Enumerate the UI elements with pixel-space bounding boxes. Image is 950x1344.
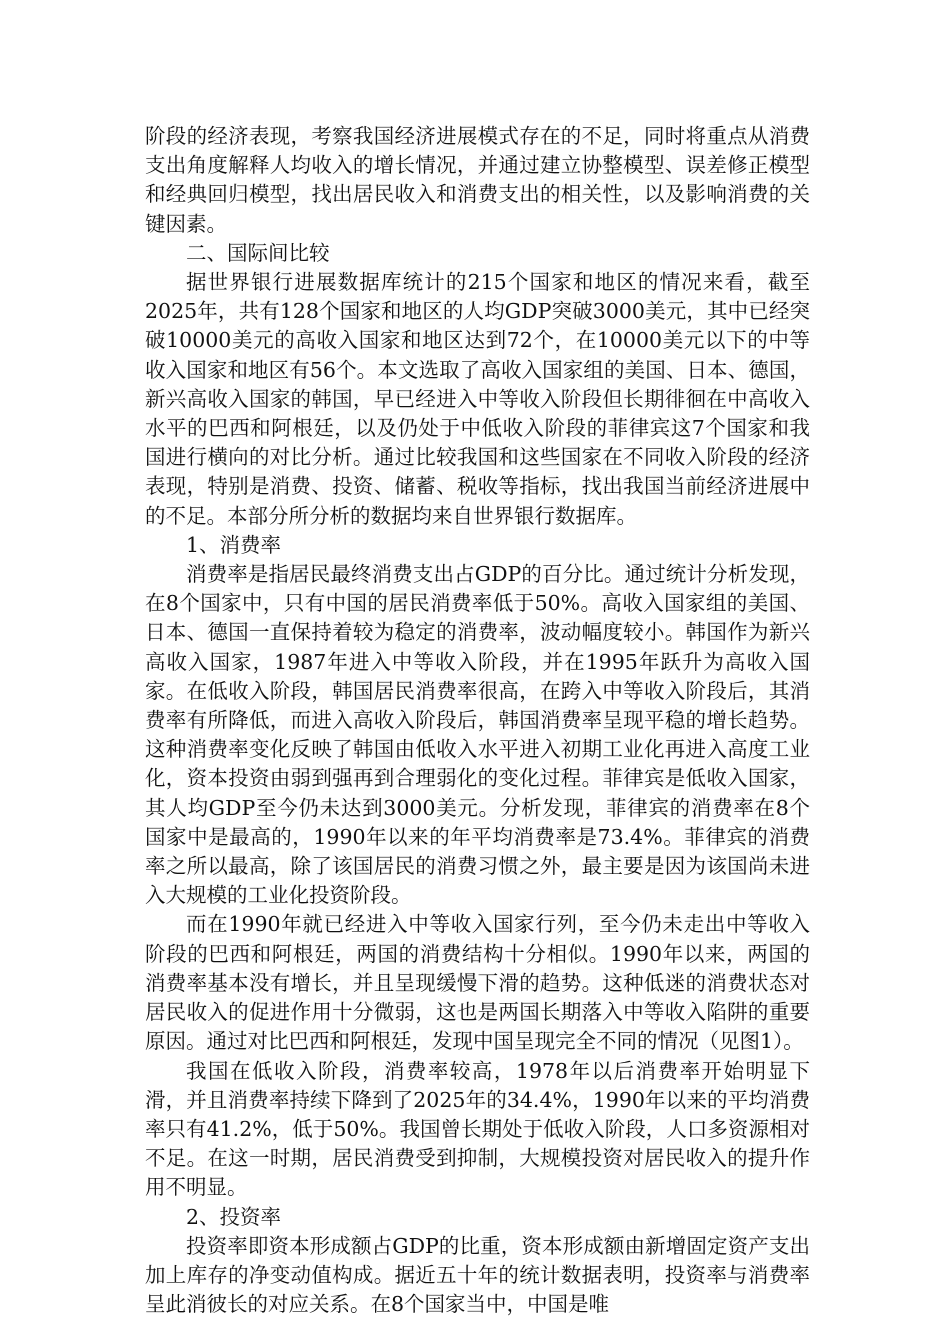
body-paragraph: 消费率是指居民最终消费支出占GDP的百分比。通过统计分析发现，在8个国家中，只有中国的居民消费率低于50%。高收入国家组的美国、日本、德国一直保持着较为稳定的消费率，波动幅度较小。韩国作为新兴高收入国家，1987年进入中等收入阶段，并在1995年跃升为高收入国家。在低收入阶段，韩国居民消费率很高，在跨入中等收入阶段后，其消费率有所降低，而进入高收入阶段后，韩国消费率呈现平稳的增长趋势。这种消费率变化反映了韩国由低收入水平进入初期工业化再进入高度工业化，资本投资由弱到强再到合理弱化的变化过程。菲律宾是低收入国家，其人均GDP至今仍未达到3000美元。分析发现，菲律宾的消费率在8个国家中是最高的，1990年以来的年平均消费率是73.4%。菲律宾的消费率之所以最高，除了该国居民的消费习惯之外，最主要是因为该国尚未进入大规模的工业化投资阶段。 <box>145 562 810 908</box>
section-heading: 二、国际间比较 <box>186 240 330 265</box>
body-paragraph: 我国在低收入阶段，消费率较高，1978年以后消费率开始明显下滑，并且消费率持续下降到了2025年的34.4%，1990年以来的平均消费率只有41.2%，低于50%。我国曾长期处于低收入阶段，人口多资源相对不足。在这一时期，居民消费受到抑制，大规模投资对居民收入的提升作用不明显。 <box>145 1058 810 1200</box>
body-paragraph: 阶段的经济表现，考察我国经济进展模式存在的不足，同时将重点从消费支出角度解释人均收入的增长情况，并通过建立协整模型、误差修正模型和经典回归模型，找出居民收入和消费支出的相关性，以及影响消费的关键因素。 <box>145 124 810 236</box>
body-paragraph: 据世界银行进展数据库统计的215个国家和地区的情况来看，截至2025年，共有128个国家和地区的人均GDP突破3000美元，其中已经突破10000美元的高收入国家和地区达到72个，在10000美元以下的中等收入国家和地区有56个。本文选取了高收入国家组的美国、日本、德国，新兴高收入国家的韩国，早已经进入中等收入阶段但长期徘徊在中高收入水平的巴西和阿根廷，以及仍处于中低收入阶段的菲律宾这7个国家和我国进行横向的对比分析。通过比较我国和这些国家在不同收入阶段的经济表现，特别是消费、投资、储蓄、税收等指标，找出我国当前经济进展中的不足。本部分所分析的数据均来自世界银行数据库。 <box>145 270 810 528</box>
subsection-heading: 1、消费率 <box>186 532 282 557</box>
document-page <box>145 122 810 1319</box>
subsection-heading: 2、投资率 <box>186 1204 282 1229</box>
body-paragraph: 投资率即资本形成额占GDP的比重，资本形成额由新增固定资产支出加上库存的净变动值构成。据近五十年的统计数据表明，投资率与消费率呈此消彼长的对应关系。在8个国家当中，中国是唯 <box>145 1233 810 1317</box>
body-paragraph: 而在1990年就已经进入中等收入国家行列，至今仍未走出中等收入阶段的巴西和阿根廷，两国的消费结构十分相似。1990年以来，两国的消费率基本没有增长，并且呈现缓慢下滑的趋势。这种低迷的消费状态对居民收入的促进作用十分微弱，这也是两国长期落入中等收入陷阱的重要原因。通过对比巴西和阿根廷，发现中国呈现完全不同的情况（见图1）。 <box>145 912 810 1054</box>
